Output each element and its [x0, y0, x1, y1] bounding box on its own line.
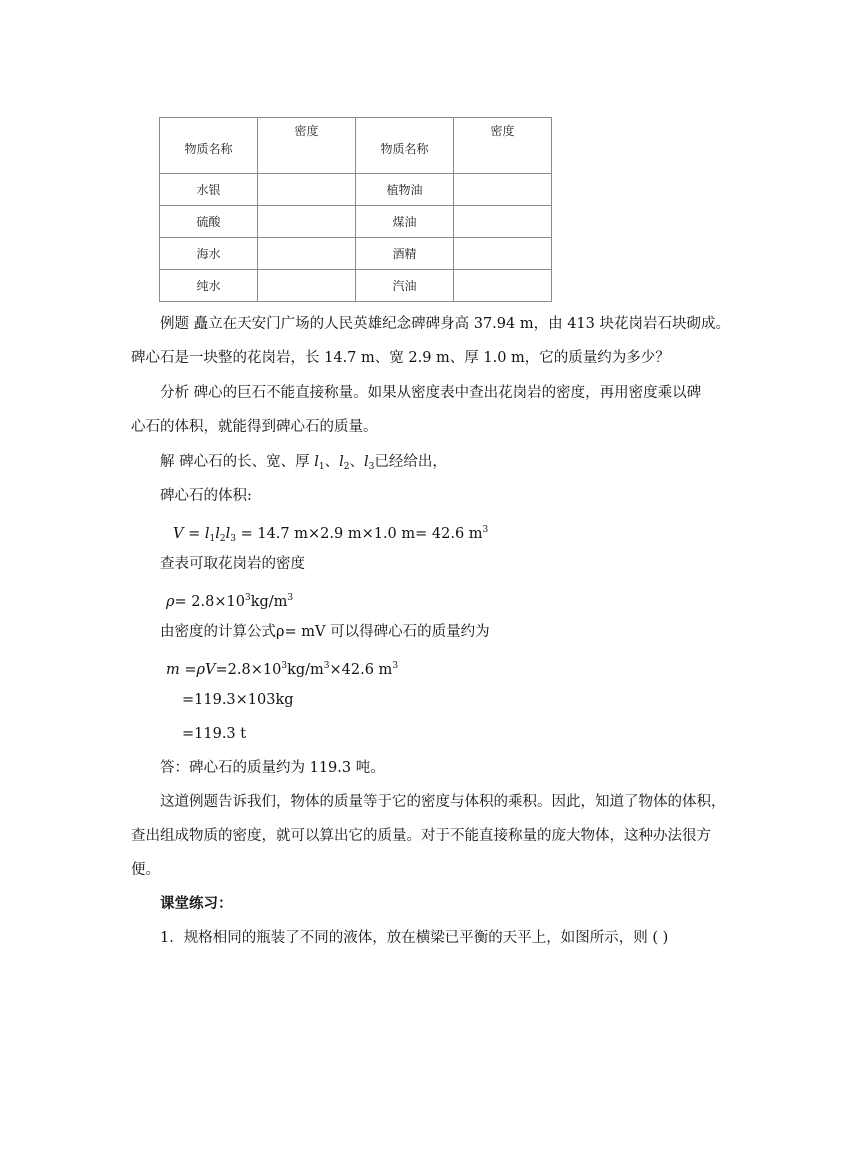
- substance-name-cell: 酒精: [356, 238, 454, 270]
- header-density-1: 密度: [258, 118, 356, 174]
- substance-name-cell: 硫酸: [160, 206, 258, 238]
- analysis-line-2: 心石的体积，就能得到碑心石的质量。: [131, 419, 378, 435]
- substance-name-cell: 纯水: [160, 270, 258, 302]
- practice-heading: 课堂练习：: [160, 895, 233, 912]
- table-header-row: [160, 118, 552, 174]
- mass-step-3: =119.3 t: [182, 726, 247, 742]
- conclusion-line-2: 查出组成物质的密度，就可以算出它的质量。对于不能直接称量的庞大物体，这种办法很方: [131, 828, 711, 844]
- substance-name-cell: 水银: [160, 174, 258, 206]
- solution-intro: 解 碑心石的长、宽、厚 $l_1$、$l_2$、$l_3$已经给出，: [160, 454, 447, 472]
- practice-question-1: 1．规格相同的瓶装了不同的液体，放在横梁已平衡的天平上，如图所示，则 ( ): [160, 930, 669, 946]
- conclusion-line-1: 这道例题告诉我们，物体的质量等于它的密度与体积的乘积。因此，知道了物体的体积，: [160, 794, 726, 810]
- conclusion-line-3: 便。: [131, 862, 160, 878]
- substance-name-cell: 汽油: [356, 270, 454, 302]
- density-value: $\rho= 2.8\times 10^3kg/m^3$: [166, 593, 294, 610]
- lookup-line: 查表可取花岗岩的密度: [160, 556, 305, 572]
- density-cell: [454, 238, 552, 270]
- table-row: [160, 238, 552, 270]
- formula-line: 由密度的计算公式ρ= mV 可以得碑心石的质量约为: [160, 624, 490, 640]
- density-cell: [454, 270, 552, 302]
- density-cell: [258, 238, 356, 270]
- table-row: [160, 270, 552, 302]
- analysis-line-1: 分析 碑心的巨石不能直接称量。如果从密度表中查出花岗岩的密度，再用密度乘以碑: [160, 385, 702, 401]
- volume-label: 碑心石的体积:: [160, 488, 252, 504]
- density-cell: [258, 174, 356, 206]
- density-cell: [258, 206, 356, 238]
- header-substance-name-2: 物质名称: [356, 118, 454, 174]
- header-density-2: 密度: [454, 118, 552, 174]
- table-row: [160, 206, 552, 238]
- example-line-1: 例题 矗立在天安门广场的人民英雄纪念碑碑身高 37.94 m，由 413 块花岗岩石块砌成。: [160, 316, 730, 332]
- table-row: [160, 174, 552, 206]
- substance-name-cell: 煤油: [356, 206, 454, 238]
- answer-line: 答：碑心石的质量约为 119.3 吨。: [160, 760, 385, 776]
- density-cell: [454, 174, 552, 206]
- volume-formula: $V = l_1l_2l_3 = 14.7$ m×2.9 m×1.0 m= 42.6 $m^3$: [173, 525, 489, 544]
- substance-name-cell: 海水: [160, 238, 258, 270]
- density-table: [159, 117, 552, 302]
- density-cell: [258, 270, 356, 302]
- header-substance-name-1: 物质名称: [160, 118, 258, 174]
- density-cell: [454, 206, 552, 238]
- mass-step-2: =119.3×103kg: [182, 692, 294, 708]
- substance-name-cell: 植物油: [356, 174, 454, 206]
- mass-calculation: $m =\rho V=2.8\times 10^3kg/m^3\times 42.6$ $m^3$: [166, 661, 399, 678]
- example-line-2: 碑心石是一块整的花岗岩，长 14.7 m、宽 2.9 m、厚 1.0 m，它的质量约为多少？: [131, 350, 670, 366]
